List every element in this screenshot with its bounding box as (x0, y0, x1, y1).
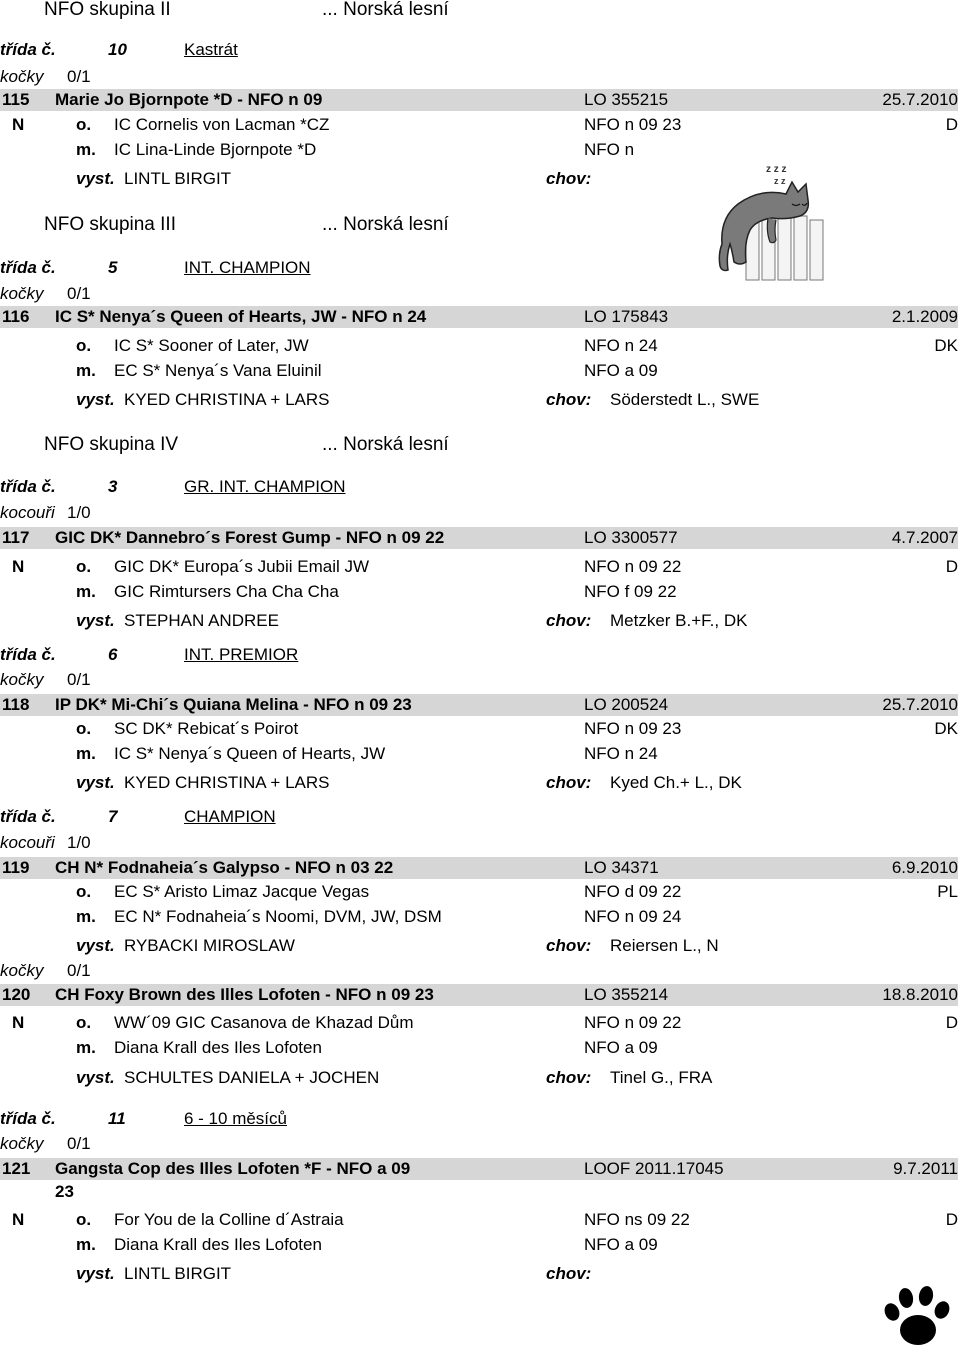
sex-label: kočky (0, 284, 44, 303)
class-label: třída č. (0, 1109, 56, 1128)
owner-name: SCHULTES DANIELA + JOCHEN (124, 1068, 380, 1087)
breeder-label: chov: (546, 611, 592, 630)
sex-label: kočky (0, 67, 44, 86)
registration-number: LOOF 2011.17045 (584, 1159, 724, 1178)
class-number: 3 (108, 477, 118, 496)
paw-print-icon (878, 1284, 954, 1348)
cat-name: IP DK* Mi-Chi´s Quiana Melina - NFO n 09 23 (55, 695, 412, 714)
mother-ems: NFO f 09 22 (584, 582, 677, 601)
cat-name-continued: 23 (55, 1182, 74, 1201)
birth-date: 9.7.2011 (893, 1159, 958, 1178)
owner-label: vyst. (76, 936, 115, 955)
father-label: o. (76, 336, 92, 355)
class-label: třída č. (0, 477, 56, 496)
country: D (945, 1210, 958, 1229)
class-label: třída č. (0, 258, 56, 277)
class-name: INT. PREMIOR (184, 645, 299, 664)
owner-label: vyst. (76, 1264, 115, 1283)
father-name: IC Cornelis von Lacman *CZ (114, 115, 330, 134)
class-number: 7 (108, 807, 118, 826)
father-prefix: N (12, 1013, 25, 1032)
sex-count: 1/0 (67, 833, 91, 852)
father-prefix: N (12, 115, 25, 134)
class-number: 6 (108, 645, 118, 664)
class-name: GR. INT. CHAMPION (184, 477, 346, 496)
owner-label: vyst. (76, 1068, 115, 1087)
registration-number: LO 355214 (584, 985, 669, 1004)
owner-label: vyst. (76, 390, 115, 409)
sex-label: kočky (0, 961, 44, 980)
breeder-label: chov: (546, 773, 592, 792)
breeder-label: chov: (546, 169, 592, 188)
mother-label: m. (76, 744, 96, 763)
country: DK (934, 336, 958, 355)
registration-number: LO 200524 (584, 695, 669, 714)
sex-count: 0/1 (67, 670, 91, 689)
sex-label: kocouři (0, 503, 55, 522)
father-label: o. (76, 115, 92, 134)
father-name: For You de la Colline d´Astraia (114, 1210, 344, 1229)
registration-number: LO 3300577 (584, 528, 678, 547)
sleeping-cat-illustration (716, 158, 826, 286)
cat-number: 121 (2, 1159, 31, 1178)
owner-name: KYED CHRISTINA + LARS (124, 773, 330, 792)
breeder-name: Metzker B.+F., DK (610, 611, 748, 630)
breeder-name: Tinel G., FRA (610, 1068, 713, 1087)
mother-label: m. (76, 907, 96, 926)
class-label: třída č. (0, 807, 56, 826)
mother-ems: NFO a 09 (584, 361, 658, 380)
owner-label: vyst. (76, 773, 115, 792)
father-ems: NFO n 09 23 (584, 719, 682, 738)
country: D (945, 557, 958, 576)
mother-name: EC N* Fodnaheia´s Noomi, DVM, JW, DSM (114, 907, 442, 926)
mother-name: IC Lina-Linde Bjornpote *D (114, 140, 317, 159)
breeder-name: Reiersen L., N (610, 936, 719, 955)
father-name: IC S* Sooner of Later, JW (114, 336, 309, 355)
country: D (945, 1013, 958, 1032)
mother-label: m. (76, 1038, 96, 1057)
birth-date: 25.7.2010 (882, 695, 958, 714)
country: DK (934, 719, 958, 738)
father-ems: NFO d 09 22 (584, 882, 682, 901)
cat-name: Gangsta Cop des Illes Lofoten *F - NFO a 09 (55, 1159, 411, 1178)
breeder-name: Söderstedt L., SWE (610, 390, 760, 409)
cat-number: 116 (2, 307, 30, 326)
sex-count: 0/1 (67, 1134, 91, 1153)
owner-label: vyst. (76, 611, 115, 630)
cat-name: CH Foxy Brown des Illes Lofoten - NFO n 09 23 (55, 985, 434, 1004)
mother-name: IC S* Nenya´s Queen of Hearts, JW (114, 744, 386, 763)
birth-date: 2.1.2009 (891, 307, 958, 326)
sex-label: kocouři (0, 833, 55, 852)
father-prefix: N (12, 557, 25, 576)
mother-ems: NFO a 09 (584, 1235, 658, 1254)
registration-number: LO 355215 (584, 90, 669, 109)
mother-label: m. (76, 140, 96, 159)
owner-label: vyst. (76, 169, 115, 188)
cat-name: IC S* Nenya´s Queen of Hearts, JW - NFO n 24 (55, 307, 427, 326)
class-number: 5 (108, 258, 118, 277)
owner-name: LINTL BIRGIT (124, 1264, 232, 1283)
father-label: o. (76, 557, 92, 576)
breed-heading: ... Norská lesní (322, 214, 449, 235)
owner-name: RYBACKI MIROSLAW (124, 936, 295, 955)
sex-label: kočky (0, 670, 44, 689)
mother-label: m. (76, 582, 96, 601)
registration-number: LO 175843 (584, 307, 669, 326)
cat-number: 118 (2, 695, 30, 714)
mother-name: GIC Rimtursers Cha Cha Cha (114, 582, 339, 601)
class-name: Kastrát (184, 40, 238, 59)
class-label: třída č. (0, 40, 56, 59)
sex-count: 1/0 (67, 503, 91, 522)
mother-label: m. (76, 361, 96, 380)
owner-name: KYED CHRISTINA + LARS (124, 390, 330, 409)
sex-count: 0/1 (67, 67, 91, 86)
birth-date: 25.7.2010 (882, 90, 958, 109)
owner-name: LINTL BIRGIT (124, 169, 232, 188)
group-heading: NFO skupina III (44, 214, 176, 235)
breeder-label: chov: (546, 390, 592, 409)
breeder-label: chov: (546, 1264, 592, 1283)
cat-name: GIC DK* Dannebro´s Forest Gump - NFO n 09 22 (55, 528, 445, 547)
class-number: 11 (108, 1109, 126, 1128)
sex-label: kočky (0, 1134, 44, 1153)
cat-number: 117 (2, 528, 30, 547)
country: PL (937, 882, 958, 901)
father-name: GIC DK* Europa´s Jubii Email JW (114, 557, 370, 576)
father-label: o. (76, 719, 92, 738)
cat-name: Marie Jo Bjornpote *D - NFO n 09 (55, 90, 323, 109)
mother-ems: NFO n (584, 140, 635, 159)
father-name: WW´09 GIC Casanova de Khazad Dům (114, 1013, 414, 1032)
group-heading: NFO skupina II (44, 0, 171, 20)
sex-count: 0/1 (67, 284, 91, 303)
class-name: 6 - 10 měsíců (184, 1109, 287, 1128)
father-ems: NFO n 24 (584, 336, 658, 355)
mother-name: Diana Krall des Iles Lofoten (114, 1038, 322, 1057)
registration-number: LO 34371 (584, 858, 659, 877)
class-label: třída č. (0, 645, 56, 664)
class-number: 10 (108, 40, 127, 59)
svg-text:z z: z z (774, 176, 786, 186)
cat-name: CH N* Fodnaheia´s Galypso - NFO n 03 22 (55, 858, 394, 877)
father-prefix: N (12, 1210, 25, 1229)
father-label: o. (76, 1013, 92, 1032)
mother-label: m. (76, 1235, 96, 1254)
father-name: EC S* Aristo Limaz Jacque Vegas (114, 882, 370, 901)
birth-date: 4.7.2007 (891, 528, 958, 547)
country: D (945, 115, 958, 134)
owner-name: STEPHAN ANDREE (124, 611, 279, 630)
mother-name: EC S* Nenya´s Vana Eluinil (114, 361, 322, 380)
cat-number: 115 (2, 90, 30, 109)
father-name: SC DK* Rebicat´s Poirot (114, 719, 299, 738)
sex-count: 0/1 (67, 961, 91, 980)
birth-date: 6.9.2010 (891, 858, 958, 877)
mother-ems: NFO n 09 24 (584, 907, 682, 926)
svg-text:z z z: z z z (766, 164, 787, 175)
birth-date: 18.8.2010 (882, 985, 958, 1004)
father-ems: NFO n 09 23 (584, 115, 682, 134)
breeder-label: chov: (546, 1068, 592, 1087)
breed-heading: ... Norská lesní (322, 434, 449, 455)
group-heading: NFO skupina IV (44, 434, 179, 455)
breed-heading: ... Norská lesní (322, 0, 449, 20)
mother-ems: NFO n 24 (584, 744, 658, 763)
mother-name: Diana Krall des Iles Lofoten (114, 1235, 322, 1254)
cat-number: 120 (2, 985, 31, 1004)
cat-number: 119 (2, 858, 30, 877)
father-ems: NFO ns 09 22 (584, 1210, 690, 1229)
mother-ems: NFO a 09 (584, 1038, 658, 1057)
father-label: o. (76, 882, 92, 901)
father-label: o. (76, 1210, 92, 1229)
class-name: CHAMPION (184, 807, 276, 826)
breeder-name: Kyed Ch.+ L., DK (610, 773, 742, 792)
breeder-label: chov: (546, 936, 592, 955)
father-ems: NFO n 09 22 (584, 557, 682, 576)
class-name: INT. CHAMPION (184, 258, 311, 277)
father-ems: NFO n 09 22 (584, 1013, 682, 1032)
